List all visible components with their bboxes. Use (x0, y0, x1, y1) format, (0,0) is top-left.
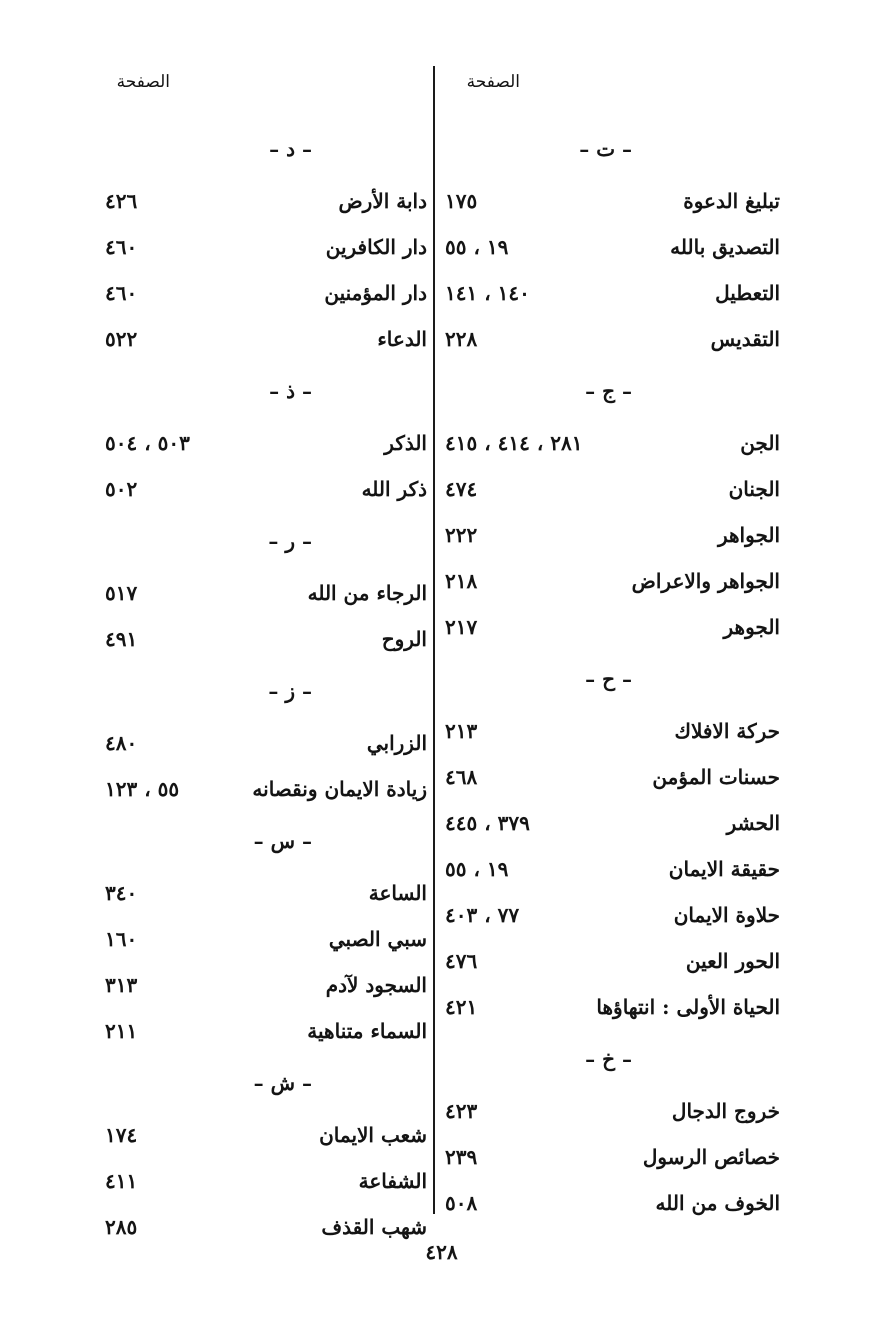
index-entry (445, 800, 780, 846)
page-column-header: الصفحة (466, 72, 520, 92)
index-term: دار المؤمنين (324, 281, 427, 305)
index-term: الجوهر (723, 615, 780, 639)
index-term: التصديق بالله (670, 235, 780, 259)
index-entry (105, 766, 427, 812)
index-term: حسنات المؤمن (652, 765, 780, 789)
index-term: الدعاء (377, 327, 427, 351)
index-term: حركة الافلاك (674, 719, 780, 743)
index-entry (105, 224, 427, 270)
index-pages: ٢١٧ (445, 615, 478, 639)
index-entry (105, 1112, 427, 1158)
index-entry (105, 720, 427, 766)
index-entry (445, 178, 780, 224)
index-term: الروح (381, 627, 427, 651)
index-pages: ٣٧٩ ، ٤٤٥ (445, 811, 530, 835)
index-pages: ٤٢٦ (105, 189, 138, 213)
index-term: التعطيل (715, 281, 780, 305)
index-term: خصائص الرسول (642, 1145, 780, 1169)
index-pages: ٤٦٨ (445, 765, 478, 789)
index-pages: ٤٩١ (105, 627, 138, 651)
right-index-body (445, 120, 780, 1226)
index-pages: ٤٧٦ (445, 949, 478, 973)
letter-heading: – س – (253, 829, 312, 853)
index-term: الذكر (384, 431, 427, 455)
index-pages: ٤٦٠ (105, 281, 138, 305)
index-entry (445, 1088, 780, 1134)
index-term: الشفاعة (358, 1169, 427, 1193)
index-entry (445, 754, 780, 800)
index-pages: ١٩ ، ٥٥ (445, 857, 509, 881)
letter-heading: – ر – (268, 529, 312, 553)
index-pages: ٥١٧ (105, 581, 138, 605)
index-entry (445, 892, 780, 938)
index-entry (445, 270, 780, 316)
index-term: خروج الدجال (671, 1099, 780, 1123)
index-entry (445, 1180, 780, 1226)
letter-heading: – د – (269, 137, 312, 161)
index-term: حلاوة الايمان (673, 903, 780, 927)
index-pages: ٥٠٣ ، ٥٠٤ (105, 431, 190, 455)
index-entry (105, 616, 427, 662)
index-entry (445, 846, 780, 892)
index-pages: ٥٠٢ (105, 477, 138, 501)
index-term: تبليغ الدعوة (683, 189, 780, 213)
index-entry (105, 270, 427, 316)
left-index-body (105, 120, 427, 1250)
index-entry (105, 870, 427, 916)
index-pages: ٥٢٢ (105, 327, 138, 351)
index-pages: ٢٨١ ، ٤١٤ ، ٤١٥ (445, 431, 583, 455)
index-entry (445, 604, 780, 650)
index-pages: ٢٢٨ (445, 327, 478, 351)
page-number: ٤٢٨ (425, 1240, 458, 1264)
index-pages: ٤٢٣ (445, 1099, 478, 1123)
index-pages: ٣١٣ (105, 973, 138, 997)
index-pages: ٢٨٥ (105, 1215, 138, 1239)
index-pages: ١٧٤ (105, 1123, 138, 1147)
index-pages: ١٦٠ (105, 927, 138, 951)
letter-heading: – خ – (585, 1047, 632, 1071)
index-pages: ٧٧ ، ٤٠٣ (445, 903, 520, 927)
index-term: الزرابي (366, 731, 427, 755)
index-term: الجن (740, 431, 780, 455)
index-entry (445, 224, 780, 270)
index-term: سبي الصبي (328, 927, 427, 951)
index-entry (445, 1134, 780, 1180)
index-pages: ٥٠٨ (445, 1191, 478, 1215)
index-pages: ٢٢٢ (445, 523, 478, 547)
index-entry (105, 916, 427, 962)
index-term: دابة الأرض (338, 189, 427, 213)
column-divider (433, 66, 435, 1214)
index-pages: ١٩ ، ٥٥ (445, 235, 509, 259)
index-entry (445, 466, 780, 512)
index-pages: ٢١٣ (445, 719, 478, 743)
index-pages: ٤٦٠ (105, 235, 138, 259)
index-term: التقديس (710, 327, 780, 351)
index-term: السماء متناهية (307, 1019, 427, 1043)
index-pages: ٢١٨ (445, 569, 478, 593)
index-term: زيادة الايمان ونقصانه (252, 777, 427, 801)
index-entry (105, 962, 427, 1008)
index-term: الجواهر (717, 523, 780, 547)
index-pages: ١٤٠ ، ١٤١ (445, 281, 530, 305)
index-entry (105, 316, 427, 362)
index-pages: ٤٢١ (445, 995, 478, 1019)
index-entry (105, 1008, 427, 1054)
index-pages: ٤٧٤ (445, 477, 478, 501)
index-term: الجواهر والاعراض (631, 569, 780, 593)
page-column-header: الصفحة (116, 72, 170, 92)
letter-heading: – ز – (268, 679, 312, 703)
index-entry (445, 938, 780, 984)
index-entry (445, 708, 780, 754)
index-pages: ٣٤٠ (105, 881, 138, 905)
index-entry (105, 570, 427, 616)
index-pages: ٢٣٩ (445, 1145, 478, 1169)
index-entry (445, 984, 780, 1030)
index-entry (105, 420, 427, 466)
index-term: حقيقة الايمان (668, 857, 780, 881)
index-term: الرجاء من الله (307, 581, 427, 605)
index-term: ذكر الله (361, 477, 427, 501)
index-term: الجنان (728, 477, 780, 501)
index-entry (445, 512, 780, 558)
letter-heading: – ج – (585, 379, 632, 403)
index-term: شهب القذف (321, 1215, 427, 1239)
index-term: دار الكافرين (325, 235, 427, 259)
index-entry (105, 466, 427, 512)
index-pages: ٤١١ (105, 1169, 138, 1193)
index-pages: ٢١١ (105, 1019, 138, 1043)
right-index-column (445, 60, 780, 1226)
index-term: شعب الايمان (319, 1123, 427, 1147)
index-term: الحور العين (685, 949, 780, 973)
index-pages: ١٧٥ (445, 189, 478, 213)
index-pages: ٤٨٠ (105, 731, 138, 755)
index-entry (445, 558, 780, 604)
letter-heading: – ح – (585, 667, 632, 691)
letter-heading: – ش – (253, 1071, 312, 1095)
index-term: الخوف من الله (655, 1191, 780, 1215)
left-index-column (105, 60, 427, 1250)
index-pages: ٥٥ ، ١٢٣ (105, 777, 180, 801)
index-entry (105, 1158, 427, 1204)
index-entry (105, 178, 427, 224)
index-entry (445, 420, 780, 466)
index-entry (445, 316, 780, 362)
letter-heading: – ت – (579, 137, 632, 161)
index-term: الحشر (726, 811, 780, 835)
index-term: الساعة (368, 881, 427, 905)
letter-heading: – ذ – (269, 379, 312, 403)
index-term: الحياة الأولى : انتهاؤها (596, 995, 780, 1019)
index-term: السجود لآدم (325, 973, 427, 997)
